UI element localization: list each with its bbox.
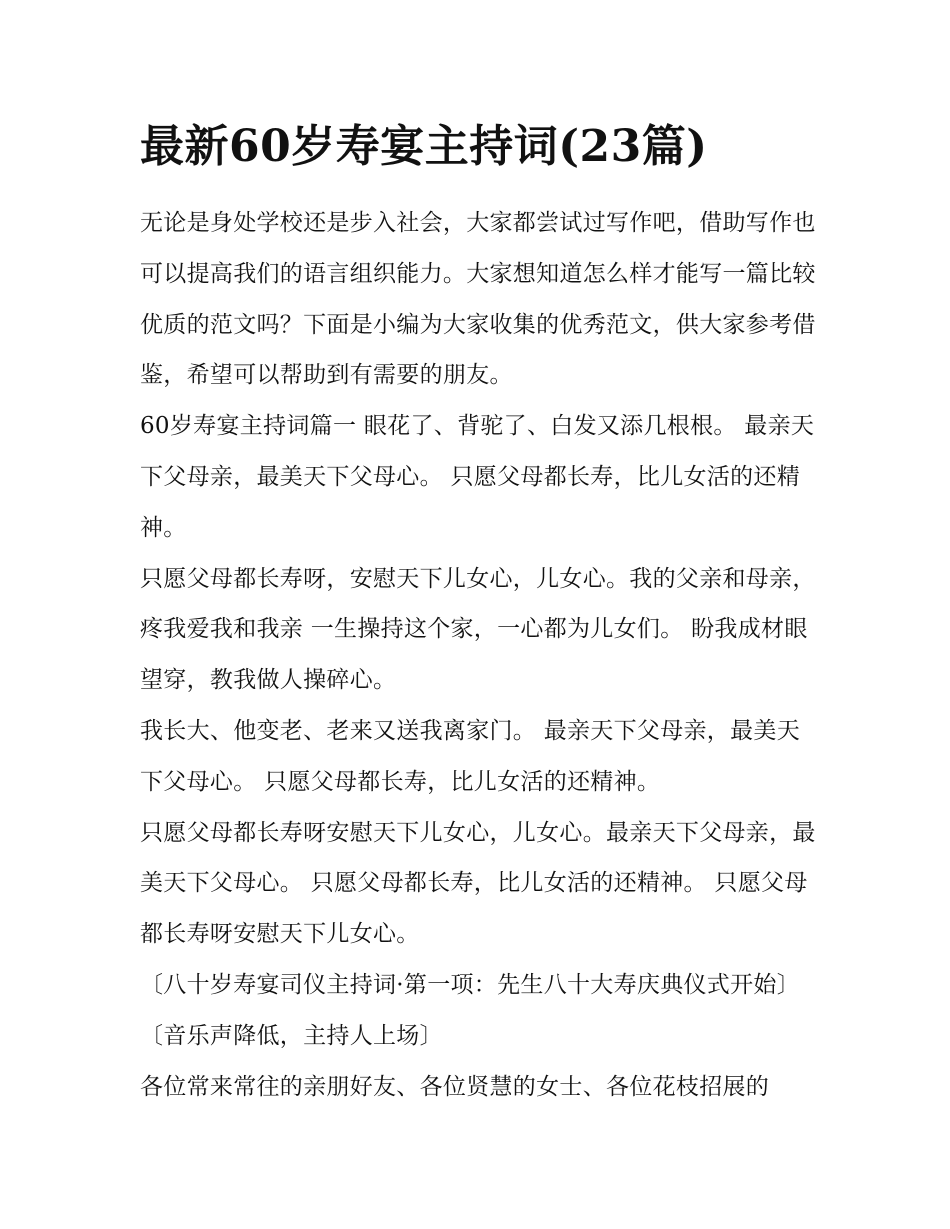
document-page (140, 112, 820, 1112)
document-title: 最新60岁寿宴主持词(23篇) (140, 121, 708, 172)
body-paragraph-1: 60岁寿宴主持词篇一 眼花了、背驼了、白发又添几根根。 最亲天下父母亲，最美天下父母心。 只愿父母都长寿，比儿女活的还精神。 (140, 413, 815, 541)
body-paragraph-6: 各位常来常往的亲朋好友、各位贤慧的女士、各位花枝招展的 (140, 1073, 770, 1100)
body-paragraph-5: 〔八十岁寿宴司仪主持词·第一项：先生八十大寿庆典仪式开始〕〔音乐声降低，主持人上场〕 (140, 971, 801, 1049)
body-paragraph-3: 我长大、他变老、老来又送我离家门。 最亲天下父母亲，最美天下父母心。 只愿父母都长寿，比儿女活的还精神。 (140, 717, 801, 795)
body-paragraph-2: 只愿父母都长寿呀，安慰天下儿女心，儿女心。我的父亲和母亲，疼我爱我和我亲 一生操持这个家，一心都为儿女们。 盼我成材眼望穿，教我做人操碎心。 (140, 565, 816, 694)
body-paragraph-4: 只愿父母都长寿呀安慰天下儿女心，儿女心。最亲天下父母亲，最美天下父母心。 只愿父母都长寿，比儿女活的还精神。 只愿父母都长寿呀安慰天下儿女心。 (140, 819, 816, 948)
intro-paragraph: 无论是身处学校还是步入社会，大家都尝试过写作吧，借助写作也可以提高我们的语言组织能力。大家想知道怎么样才能写一篇比较优质的范文吗？下面是小编为大家收集的优秀范文，供大家参考借鉴，希望可以帮助到有需要的朋友。 (140, 210, 816, 389)
